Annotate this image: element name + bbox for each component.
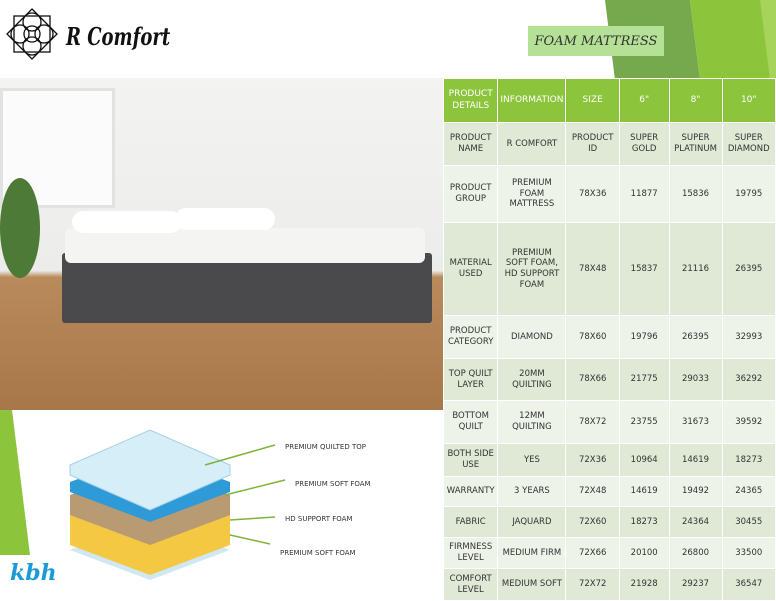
table-cell: PRODUCT NAME (444, 123, 498, 166)
table-cell: FIRMNESS LEVEL (444, 538, 498, 569)
table-cell: 14619 (669, 444, 722, 477)
table-cell: 18273 (619, 507, 669, 538)
product-banner: FOAM MATTRESS (528, 26, 664, 56)
table-cell: 15836 (669, 166, 722, 223)
table-cell: 78X48 (566, 223, 619, 316)
table-cell: 10964 (619, 444, 669, 477)
table-cell: 23755 (619, 401, 669, 444)
table-cell: 78X72 (566, 401, 619, 444)
bedroom-photo (0, 78, 443, 410)
table-cell: 19795 (722, 166, 775, 223)
table-cell: 36292 (722, 359, 775, 401)
table-cell: 21775 (619, 359, 669, 401)
table-cell: 24365 (722, 477, 775, 507)
table-row (444, 123, 776, 166)
table-cell: 24364 (669, 507, 722, 538)
table-cell: 18273 (722, 444, 775, 477)
table-cell: 26395 (722, 223, 775, 316)
table-cell: 26800 (669, 538, 722, 569)
table-cell: 78X36 (566, 166, 619, 223)
brand-name: R Comfort (66, 22, 171, 51)
product-spec-table (443, 78, 776, 601)
table-cell: DIAMOND (498, 316, 566, 359)
layer-label: PREMIUM QUILTED TOP (285, 443, 366, 451)
table-cell: R COMFORT (498, 123, 566, 166)
kbh-logo: kbh (10, 560, 57, 586)
table-cell: TOP QUILT LAYER (444, 359, 498, 401)
table-row (444, 359, 776, 401)
table-row (444, 569, 776, 601)
layer-label: PREMIUM SOFT FOAM (280, 549, 356, 557)
table-cell: 19492 (669, 477, 722, 507)
table-cell: 26395 (669, 316, 722, 359)
table-cell: WARRANTY (444, 477, 498, 507)
table-cell: 32993 (722, 316, 775, 359)
table-cell: 29033 (669, 359, 722, 401)
table-cell: JAQUARD (498, 507, 566, 538)
table-cell: 29237 (669, 569, 722, 601)
table-row (444, 166, 776, 223)
table-row (444, 507, 776, 538)
table-cell: 31673 (669, 401, 722, 444)
table-cell: BOTH SIDE USE (444, 444, 498, 477)
table-cell: MATERIAL USED (444, 223, 498, 316)
layer-label: HD SUPPORT FOAM (285, 515, 353, 523)
table-cell: 36547 (722, 569, 775, 601)
table-cell: 39592 (722, 401, 775, 444)
header-cell: 10" (722, 79, 775, 123)
table-cell: 72X72 (566, 569, 619, 601)
layer-label: PREMIUM SOFT FOAM (295, 480, 371, 488)
table-cell: COMFORT LEVEL (444, 569, 498, 601)
table-cell: 20MM QUILTING (498, 359, 566, 401)
table-row (444, 444, 776, 477)
table-row (444, 223, 776, 316)
table-cell: YES (498, 444, 566, 477)
table-cell: 14619 (619, 477, 669, 507)
header-cell: 8" (669, 79, 722, 123)
table-cell: 3 YEARS (498, 477, 566, 507)
header-cell: INFORMATION (498, 79, 566, 123)
table-header-row (444, 79, 776, 123)
table-cell: MEDIUM SOFT (498, 569, 566, 601)
table-cell: 20100 (619, 538, 669, 569)
table-cell: SUPER GOLD (619, 123, 669, 166)
table-cell: PRODUCT ID (566, 123, 619, 166)
table-row (444, 401, 776, 444)
table-row (444, 477, 776, 507)
table-cell: 21116 (669, 223, 722, 316)
table-row (444, 538, 776, 569)
header-cell: 6" (619, 79, 669, 123)
header-cell: SIZE (566, 79, 619, 123)
table-cell: 19796 (619, 316, 669, 359)
table-cell: 78X60 (566, 316, 619, 359)
table-cell: FABRIC (444, 507, 498, 538)
table-cell: PREMIUM FOAM MATTRESS (498, 166, 566, 223)
table-row (444, 316, 776, 359)
table-cell: 21928 (619, 569, 669, 601)
table-cell: 72X66 (566, 538, 619, 569)
table-cell: PRODUCT GROUP (444, 166, 498, 223)
lotus-logo-icon (6, 8, 58, 60)
table-cell: 72X48 (566, 477, 619, 507)
table-cell: 11877 (619, 166, 669, 223)
header-cell: PRODUCT DETAILS (444, 79, 498, 123)
table-cell: MEDIUM FIRM (498, 538, 566, 569)
table-cell: PREMIUM SOFT FOAM, HD SUPPORT FOAM (498, 223, 566, 316)
table-cell: 78X66 (566, 359, 619, 401)
table-cell: PRODUCT CATEGORY (444, 316, 498, 359)
table-cell: 15837 (619, 223, 669, 316)
table-cell: SUPER PLATINUM (669, 123, 722, 166)
table-cell: 72X36 (566, 444, 619, 477)
table-cell: 12MM QUILTING (498, 401, 566, 444)
table-cell: SUPER DIAMOND (722, 123, 775, 166)
table-cell: 72X60 (566, 507, 619, 538)
layer-arrows (200, 440, 290, 560)
table-cell: BOTTOM QUILT (444, 401, 498, 444)
table-cell: 33500 (722, 538, 775, 569)
table-cell: 30455 (722, 507, 775, 538)
